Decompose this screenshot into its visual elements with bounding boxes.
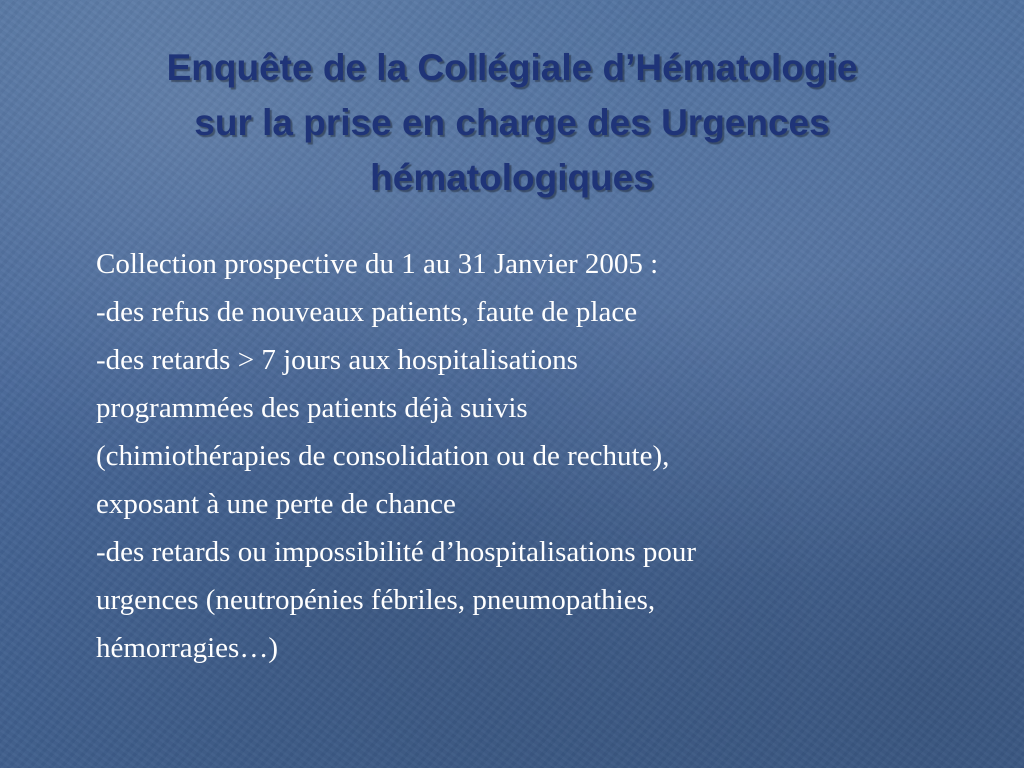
body-line: -des retards > 7 jours aux hospitalisations bbox=[96, 344, 578, 376]
body-line: urgences (neutropénies fébriles, pneumopathies, bbox=[96, 584, 656, 616]
slide-body bbox=[96, 240, 976, 672]
body-line: -des refus de nouveaux patients, faute de place bbox=[96, 296, 638, 328]
title-line: Enquête de la Collégiale d’Hématologie bbox=[166, 47, 858, 88]
body-line: (chimiothérapies de consolidation ou de rechute), bbox=[96, 440, 670, 472]
title-line: hématologiques bbox=[370, 157, 654, 198]
slide-title bbox=[40, 40, 984, 205]
body-line: exposant à une perte de chance bbox=[96, 488, 456, 520]
title-line: sur la prise en charge des Urgences bbox=[194, 102, 830, 143]
body-line: -des retards ou impossibilité d’hospitalisations pour bbox=[96, 536, 697, 568]
body-line: programmées des patients déjà suivis bbox=[96, 392, 528, 424]
body-line: hémorragies…) bbox=[96, 632, 278, 664]
body-line: Collection prospective du 1 au 31 Janvier 2005 : bbox=[96, 248, 659, 280]
